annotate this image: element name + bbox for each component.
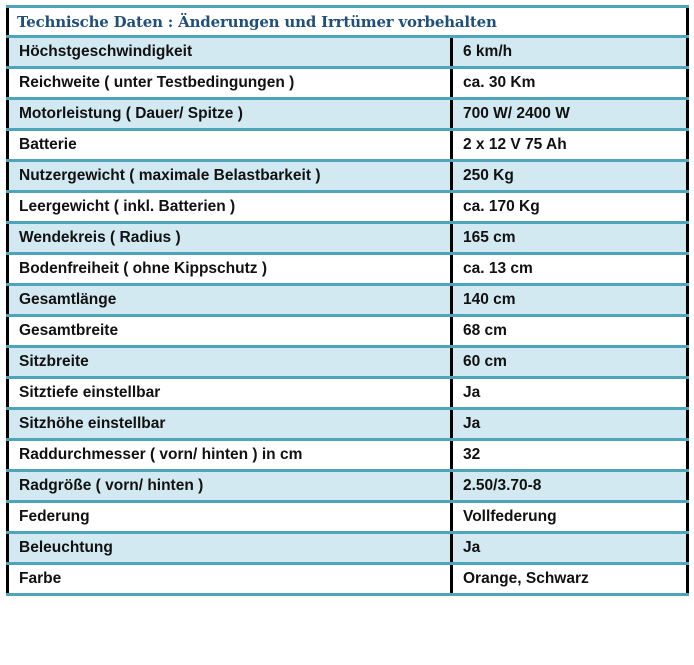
table-row	[8, 471, 688, 502]
spec-label: Raddurchmesser ( vorn/ hinten ) in cm	[8, 440, 452, 471]
spec-value: 68 cm	[452, 316, 688, 347]
spec-label: Wendekreis ( Radius )	[8, 223, 452, 254]
spec-label: Motorleistung ( Dauer/ Spitze )	[8, 99, 452, 130]
spec-value: Ja	[452, 409, 688, 440]
table-row	[8, 223, 688, 254]
spec-label: Reichweite ( unter Testbedingungen )	[8, 68, 452, 99]
table-row	[8, 161, 688, 192]
table-row	[8, 564, 688, 595]
table-row	[8, 316, 688, 347]
spec-table	[6, 5, 689, 596]
table-row	[8, 68, 688, 99]
table-row	[8, 347, 688, 378]
spec-value: Ja	[452, 378, 688, 409]
spec-label: Federung	[8, 502, 452, 533]
spec-label: Radgröße ( vorn/ hinten )	[8, 471, 452, 502]
spec-label: Farbe	[8, 564, 452, 595]
spec-value: Vollfederung	[452, 502, 688, 533]
spec-value: 2.50/3.70-8	[452, 471, 688, 502]
table-row	[8, 130, 688, 161]
spec-label: Leergewicht ( inkl. Batterien )	[8, 192, 452, 223]
spec-value: Orange, Schwarz	[452, 564, 688, 595]
spec-label: Sitzhöhe einstellbar	[8, 409, 452, 440]
table-row	[8, 192, 688, 223]
table-title: Technische Daten : Änderungen und Irrtümer vorbehalten	[8, 7, 688, 37]
spec-label: Gesamtbreite	[8, 316, 452, 347]
spec-label: Höchstgeschwindigkeit	[8, 37, 452, 68]
table-row	[8, 37, 688, 68]
spec-value: ca. 30 Km	[452, 68, 688, 99]
spec-label: Gesamtlänge	[8, 285, 452, 316]
spec-value: 250 Kg	[452, 161, 688, 192]
spec-value: 165 cm	[452, 223, 688, 254]
table-row	[8, 285, 688, 316]
spec-label: Bodenfreiheit ( ohne Kippschutz )	[8, 254, 452, 285]
table-row	[8, 378, 688, 409]
table-caption-row	[8, 7, 688, 37]
table-row	[8, 533, 688, 564]
spec-value: 2 x 12 V 75 Ah	[452, 130, 688, 161]
spec-value: 700 W/ 2400 W	[452, 99, 688, 130]
table-row	[8, 409, 688, 440]
table-row	[8, 254, 688, 285]
spec-label: Batterie	[8, 130, 452, 161]
spec-label: Sitzbreite	[8, 347, 452, 378]
spec-value: 60 cm	[452, 347, 688, 378]
spec-label: Nutzergewicht ( maximale Belastbarkeit )	[8, 161, 452, 192]
spec-value: Ja	[452, 533, 688, 564]
table-row	[8, 440, 688, 471]
spec-value: 6 km/h	[452, 37, 688, 68]
spec-value: ca. 13 cm	[452, 254, 688, 285]
spec-value: ca. 170 Kg	[452, 192, 688, 223]
spec-label: Beleuchtung	[8, 533, 452, 564]
spec-label: Sitztiefe einstellbar	[8, 378, 452, 409]
table-row	[8, 99, 688, 130]
table-row	[8, 502, 688, 533]
spec-value: 140 cm	[452, 285, 688, 316]
spec-value: 32	[452, 440, 688, 471]
